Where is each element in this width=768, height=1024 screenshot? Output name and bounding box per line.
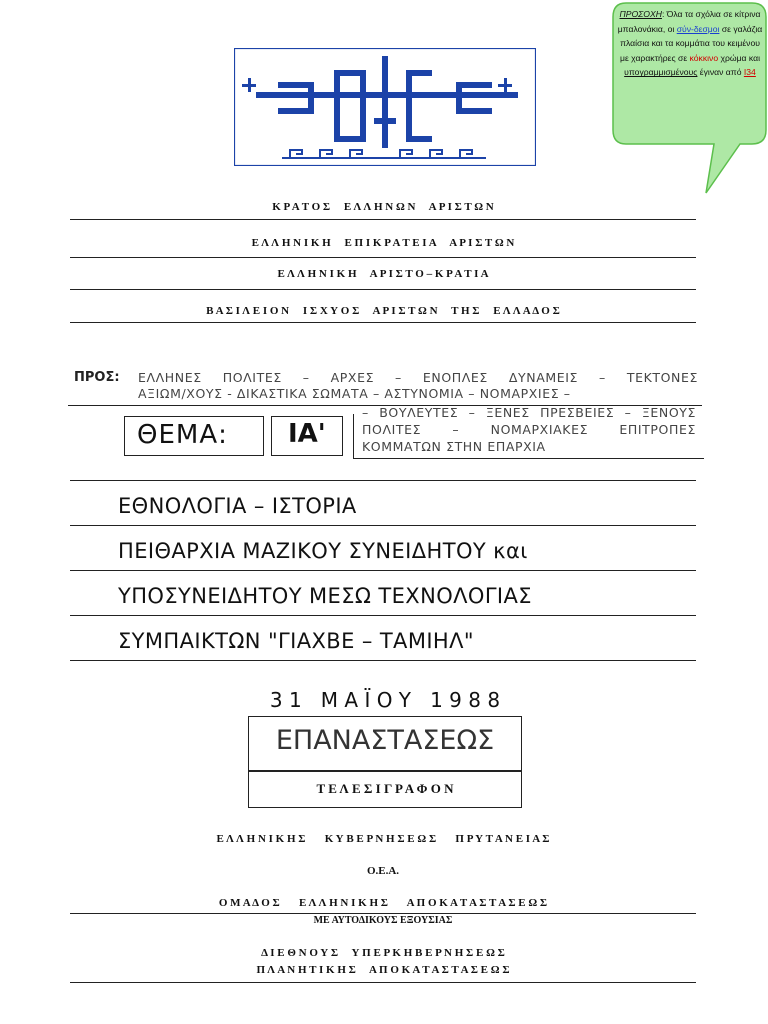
divider bbox=[70, 289, 696, 290]
callout-part4: έγιναν από bbox=[697, 67, 744, 78]
divider bbox=[70, 913, 696, 914]
emblem bbox=[234, 48, 536, 166]
header-line-1: Κ Ρ Α Τ Ο Σ Ε Λ Λ Η Ν Ω Ν Α Ρ Ι Σ Τ Ω Ν bbox=[272, 201, 494, 213]
emblem-icon bbox=[234, 48, 536, 166]
footer-line-3: Ο Μ Α Δ Ο Σ Ε Λ Λ Η Ν Ι Κ Η Σ Α Π Ο Κ Α Τ Α Σ Τ Α Σ Ε Ω Σ bbox=[218, 897, 548, 909]
recipients-line-3: – ΒΟΥΛΕΥΤΕΣ – ΞΕΝΕΣ ΠΡΕΣΒΕΙΕΣ – ΞΕΝΟΥΣ bbox=[362, 405, 696, 420]
recipients-bracket bbox=[353, 414, 704, 459]
footer-line-6: Π Λ Α Ν Η Τ Ι Κ Η Σ Α Π Ο Κ Α Τ Α Σ Τ Α Σ Ε Ω Σ bbox=[256, 964, 510, 976]
footer-line-5: Δ Ι Ε Θ Ν Ο Υ Σ Υ Π Ε Ρ Κ Η Β Ε Ρ Ν Η Σ Ε Ω Σ bbox=[261, 947, 505, 959]
footer-line-4: ΜΕ ΑΥΤΟΔΙΚΟΥΣ ΕΞΟΥΣΙΑΣ bbox=[313, 915, 453, 926]
recipients-line-4: ΠΟΛΙΤΕΣ – ΝΟΜΑΡΧΙΑΚΕΣ ΕΠΙΤΡΟΠΕΣ bbox=[362, 422, 696, 437]
callout-warning: ΠΡΟΣΟΧΗ bbox=[619, 9, 662, 19]
subject-label: ΘΕΜΑ: bbox=[137, 420, 228, 450]
header-line-2: Ε Λ Λ Η Ν Ι Κ Η Ε Π Ι Κ Ρ Α Τ Ε Ι Α Α Ρ Ι Σ Τ Ω Ν bbox=[251, 237, 515, 249]
callout-part2: σε γαλάζια πλαίσια και τα κομμάτια του κειμένου με χαρακτήρες σε bbox=[620, 23, 763, 63]
callout-underlined: υπογραμμισμένους bbox=[624, 67, 698, 78]
divider bbox=[70, 322, 696, 323]
callout-colon: : bbox=[661, 9, 665, 19]
callout-link[interactable]: σύν-δεσμοι bbox=[676, 23, 720, 34]
recipients-line-5: ΚΟΜΜΑΤΩΝ ΣΤΗΝ ΕΠΑΡΧΙΑ bbox=[362, 439, 546, 454]
callout-ref[interactable]: I34 bbox=[743, 67, 756, 78]
title-line-4: ΣΥΜΠΑΙΚΤΩΝ "ΓΙΑΧΒΕ – ΤΑΜΙΗΛ" bbox=[118, 629, 474, 653]
subject-number-box bbox=[271, 416, 343, 456]
revolution-box bbox=[248, 716, 522, 771]
divider bbox=[70, 525, 696, 526]
header-line-3: Ε Λ Λ Η Ν Ι Κ Η Α Ρ Ι Σ Τ Ο – Κ Ρ Α Τ Ι Α bbox=[277, 268, 489, 280]
divider bbox=[70, 219, 696, 220]
date: 3 1 Μ Α Ϊ Ο Υ 1 9 8 8 bbox=[269, 688, 501, 712]
callout-red-word: κόκκινο bbox=[689, 52, 719, 63]
recipients-line-1: ΕΛΛΗΝΕΣ ΠΟΛΙΤΕΣ – ΑΡΧΕΣ – ΕΝΟΠΛΕΣ ΔΥΝΑΜΕΙΣ – ΤΕΚΤΟΝΕΣ bbox=[138, 370, 698, 385]
footer-line-2: Ο.Ε.Α. bbox=[366, 865, 400, 877]
recipients-label: ΠΡΟΣ: bbox=[74, 370, 120, 385]
subject-label-box bbox=[124, 416, 264, 456]
comment-callout bbox=[612, 2, 768, 196]
divider bbox=[70, 615, 696, 616]
divider bbox=[70, 257, 696, 258]
title-line-2: ΠΕΙΘΑΡΧΙΑ ΜΑΖΙΚΟΥ ΣΥΝΕΙΔΗΤΟΥ και bbox=[118, 539, 528, 563]
callout-part1: Όλα τα σχόλια σε κίτρινα μπαλονάκια, οι bbox=[617, 9, 761, 34]
callout-part3: χρώμα και bbox=[718, 52, 760, 63]
divider bbox=[70, 480, 696, 481]
title-line-1: ΕΘΝΟΛΟΓΙΑ – ΙΣΤΟΡΙΑ bbox=[118, 494, 357, 518]
subject-number: ΙΑ' bbox=[288, 419, 326, 449]
header-line-4: Β Α Σ Ι Λ Ε Ι Ο Ν Ι Σ Χ Υ Ο Σ Α Ρ Ι Σ Τ Ω Ν Τ Η Σ Ε Λ Λ Α Δ Ο Σ bbox=[206, 305, 560, 317]
callout-text bbox=[616, 7, 764, 80]
divider bbox=[70, 660, 696, 661]
divider bbox=[70, 570, 696, 571]
revolution-title: ΕΠΑΝΑΣΤΑΣΕΩΣ bbox=[275, 725, 495, 756]
telesigrafon-box bbox=[248, 771, 522, 808]
telesigrafon-label: Τ Ε Λ Ε Σ Ι Γ Ρ Α Φ Ο Ν bbox=[316, 781, 454, 796]
recipients-line-2: ΑΞΙΩΜ/ΧΟΥΣ - ΔΙΚΑΣΤΙΚΑ ΣΩΜΑΤΑ – ΑΣΤΥΝΟΜΙΑ – ΝΟΜΑΡΧΙΕΣ – bbox=[138, 386, 571, 401]
divider bbox=[70, 982, 696, 983]
title-line-3: ΥΠΟΣΥΝΕΙΔΗΤΟΥ ΜΕΣΩ ΤΕΧΝΟΛΟΓΙΑΣ bbox=[118, 584, 532, 608]
footer-line-1: Ε Λ Λ Η Ν Ι Κ Η Σ Κ Υ Β Ε Ρ Ν Η Σ Ε Ω Σ Π Ρ Υ Τ Α Ν Ε Ι Α Σ bbox=[216, 833, 550, 845]
